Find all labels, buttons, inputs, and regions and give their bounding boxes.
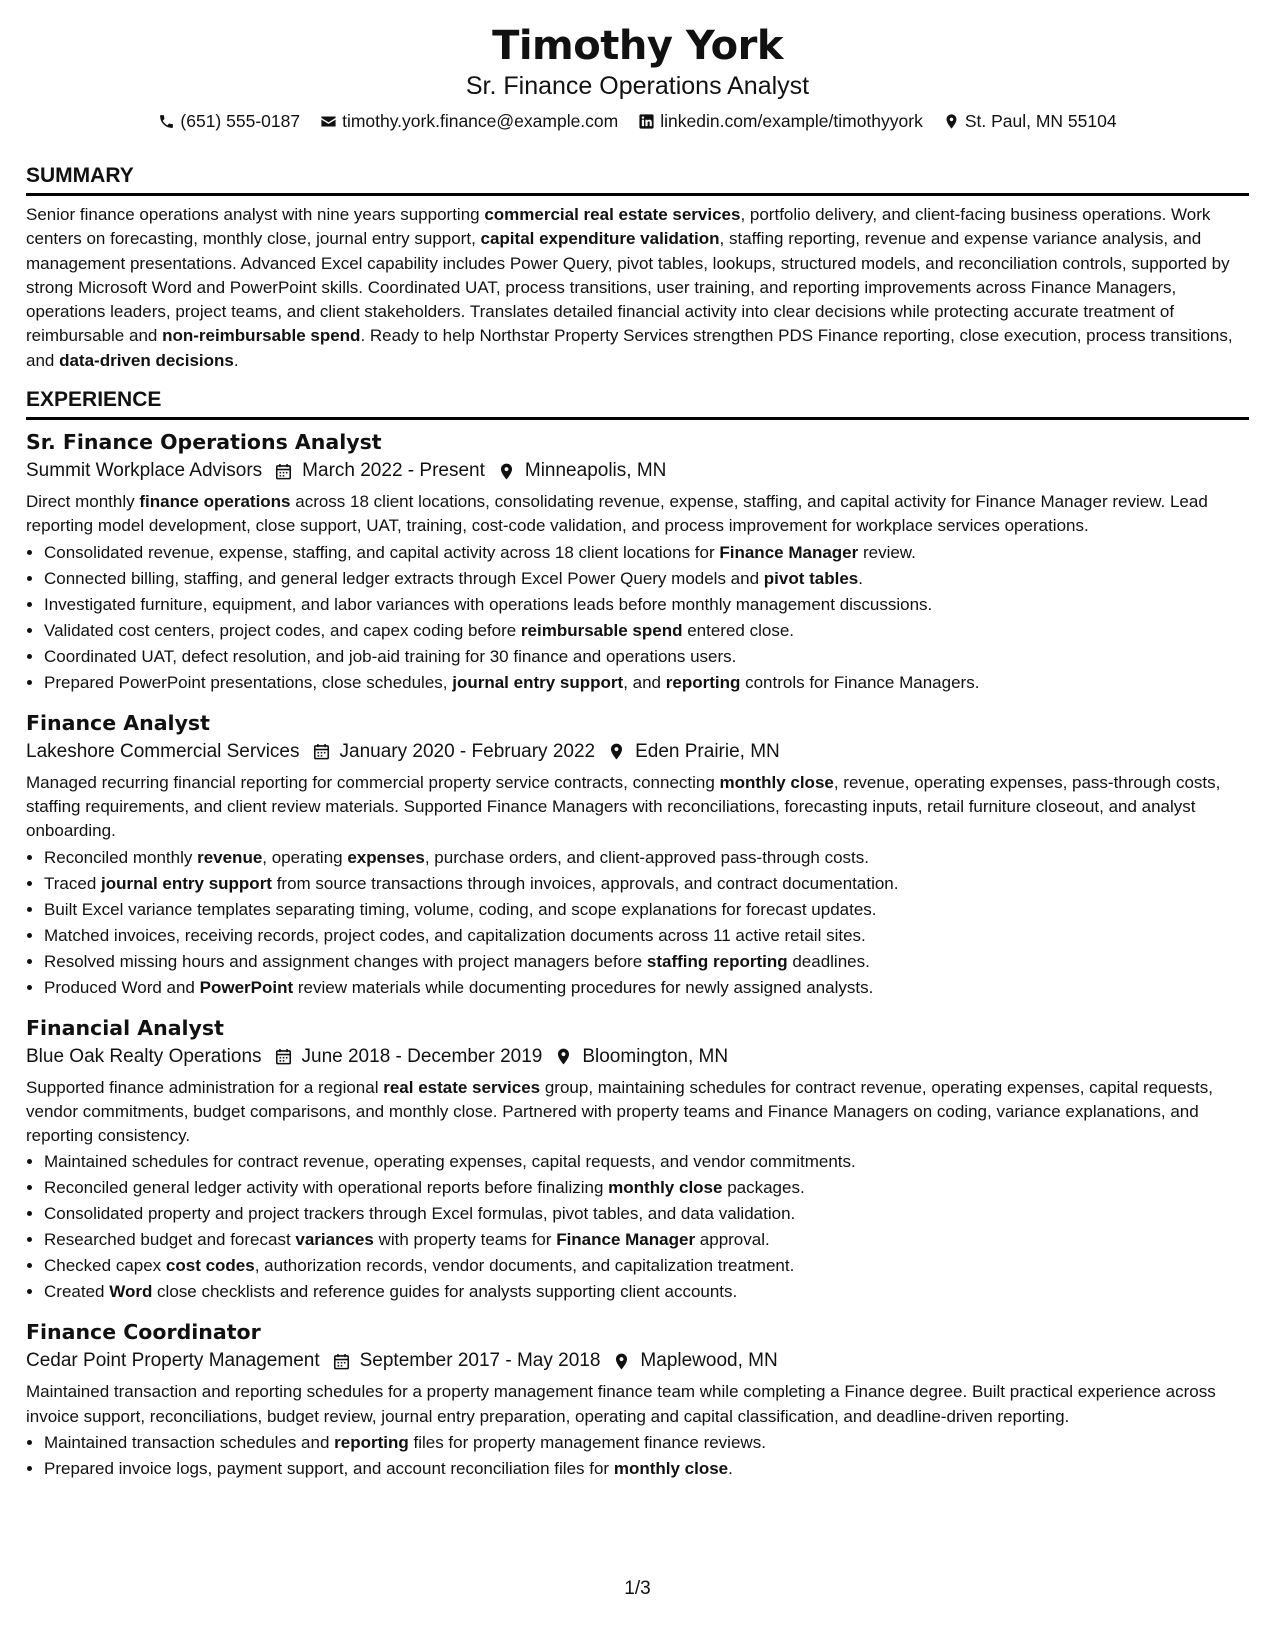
job-bullets <box>26 845 1249 1001</box>
text-run: Built Excel variance templates separating timing, volume, coding, and scope explanations for forecast updates. <box>44 899 877 919</box>
text-run: Maintained schedules for contract revenue, operating expenses, capital requests, and vendor commitments. <box>44 1152 856 1172</box>
text-run: , purchase orders, and client-approved pass-through costs. <box>424 847 869 867</box>
bullet-item <box>44 1430 1249 1456</box>
summary-text <box>26 203 1249 373</box>
text-run: Reconciled monthly <box>44 847 198 867</box>
text-run: controls for Finance Managers. <box>740 672 980 692</box>
company-name: Summit Workplace Advisors <box>26 460 263 482</box>
text-run: Consolidated property and project trackers through Excel formulas, pivot tables, and data validation. <box>44 1204 796 1224</box>
contact-bar <box>26 109 1249 133</box>
bullet-item <box>44 975 1249 1001</box>
job-description <box>26 1380 1249 1429</box>
emphasized-text: variances <box>295 1230 374 1250</box>
emphasized-text: journal entry support <box>101 873 272 893</box>
text-run: close checklists and reference guides for analysts supporting client accounts. <box>152 1282 738 1302</box>
text-run: with property teams for <box>373 1230 557 1250</box>
text-run: Validated cost centers, project codes, and capex coding before <box>44 620 521 640</box>
text-run: Traced <box>44 873 102 893</box>
emphasized-text: monthly close <box>613 1459 729 1479</box>
text-run: packages. <box>722 1178 805 1198</box>
job-bullets <box>26 1149 1249 1305</box>
company-name: Cedar Point Property Management <box>26 1350 320 1372</box>
job-description <box>26 1076 1249 1149</box>
emphasized-text: commercial real estate services <box>484 205 741 224</box>
job-meta <box>26 737 1249 767</box>
emphasized-text: monthly close <box>608 1178 723 1198</box>
contact-location-text: St. Paul, MN 55104 <box>964 111 1117 131</box>
emphasized-text: monthly close <box>719 772 834 792</box>
job-description <box>26 771 1249 844</box>
bullet-item <box>44 949 1249 975</box>
contact-phone <box>158 109 300 133</box>
bullet-item <box>44 897 1249 923</box>
emphasized-text: finance operations <box>139 492 291 512</box>
map-marker-icon <box>485 462 525 481</box>
emphasized-text: staffing reporting <box>646 951 788 971</box>
emphasized-text: cost codes <box>165 1256 255 1276</box>
job-bullets <box>26 1430 1249 1482</box>
emphasized-text: capital expenditure validation <box>480 229 720 249</box>
text-run: from source transactions through invoices, approvals, and contract documentation. <box>271 873 899 893</box>
bullet-item <box>44 1201 1249 1227</box>
emphasized-text: reporting <box>334 1433 409 1453</box>
job-dates: June 2018 - December 2019 <box>301 1045 543 1067</box>
job-description <box>26 490 1249 539</box>
job-title: Financial Analyst <box>26 1015 224 1040</box>
emphasized-text: journal entry support <box>452 672 624 692</box>
emphasized-text: reporting <box>665 672 741 692</box>
job-dates: January 2020 - February 2022 <box>339 740 596 762</box>
text-run: Direct monthly <box>26 492 140 512</box>
text-run: review materials while documenting procedures for newly assigned analysts. <box>293 977 874 997</box>
map-marker-icon <box>600 1352 640 1371</box>
job-title: Finance Coordinator <box>26 1320 261 1345</box>
text-run: Coordinated UAT, defect resolution, and job-aid training for 30 finance and operations users. <box>44 646 737 666</box>
text-run: Connected billing, staffing, and general ledger extracts through Excel Power Query models and <box>44 568 764 588</box>
calendar-icon <box>262 1047 302 1066</box>
experience-list <box>26 428 1249 1482</box>
emphasized-text: PowerPoint <box>199 977 294 997</box>
job-title: Finance Analyst <box>26 710 210 735</box>
emphasized-text: Word <box>109 1282 153 1302</box>
text-run: group, maintaining schedules for contract revenue, operating expenses, capital requests, vendor commitments, budget comparisons, and monthly close. Partnered with property teams and Finance Managers on coding, variance explanations, and reporting consistency. <box>26 1077 1213 1146</box>
job-entry <box>26 709 1249 1001</box>
map-marker-icon <box>943 113 960 130</box>
job-dates: September 2017 - May 2018 <box>359 1350 601 1372</box>
emphasized-text: reimbursable spend <box>520 620 683 640</box>
bullet-item <box>44 923 1249 949</box>
text-run: , operating <box>262 847 348 867</box>
calendar-icon <box>262 462 302 481</box>
text-run: approval. <box>695 1230 770 1250</box>
text-run: Maintained transaction and reporting schedules for a property management finance team while completing a Finance degree. Built practical experience across invoice support, reconciliations, budget review, journal entry preparation, operating and capital classification, and deadline-driven reporting. <box>26 1382 1216 1426</box>
text-run: entered close. <box>682 620 794 640</box>
map-marker-icon <box>542 1047 582 1066</box>
text-run: Prepared PowerPoint presentations, close schedules, <box>44 672 453 692</box>
bullet-item <box>44 1253 1249 1279</box>
bullet-item <box>44 592 1249 618</box>
job-dates: March 2022 - Present <box>302 460 485 482</box>
company-name: Blue Oak Realty Operations <box>26 1045 262 1067</box>
text-run: Supported finance administration for a regional <box>26 1077 384 1097</box>
text-run: Consolidated revenue, expense, staffing, and capital activity across 18 client locations for <box>44 542 720 562</box>
calendar-icon <box>320 1352 360 1371</box>
bullet-item <box>44 644 1249 670</box>
bullet-item <box>44 566 1249 592</box>
text-run: Managed recurring financial reporting for commercial property service contracts, connecting <box>26 772 720 792</box>
bullet-item <box>44 1456 1249 1482</box>
job-entry <box>26 1318 1249 1482</box>
text-run: . Ready to help Northstar Property Services strengthen PDS Finance reporting, close execution, process transitions, and <box>26 326 1233 370</box>
resume-page <box>26 22 1249 1482</box>
bullet-item <box>44 1227 1249 1253</box>
bullet-item <box>44 618 1249 644</box>
text-run: files for property management finance reviews. <box>408 1433 766 1453</box>
summary-heading: SUMMARY <box>26 163 1249 196</box>
experience-heading: EXPERIENCE <box>26 387 1249 420</box>
envelope-icon <box>320 113 337 130</box>
candidate-headline: Sr. Finance Operations Analyst <box>465 72 810 100</box>
text-run: deadlines. <box>787 951 870 971</box>
job-title: Sr. Finance Operations Analyst <box>26 430 382 455</box>
job-meta <box>26 1346 1249 1376</box>
page-number: 1/3 <box>624 1578 651 1599</box>
linkedin-icon <box>638 113 655 130</box>
job-entry <box>26 428 1249 696</box>
job-meta <box>26 456 1249 486</box>
job-location: Eden Prairie, MN <box>635 740 780 762</box>
text-run: , and <box>623 672 666 692</box>
text-run: Maintained transaction schedules and <box>44 1433 335 1453</box>
text-run: . <box>233 350 239 370</box>
job-location: Bloomington, MN <box>582 1045 729 1067</box>
job-meta <box>26 1042 1249 1072</box>
text-run: . <box>728 1459 733 1479</box>
bullet-item <box>44 871 1249 897</box>
contact-phone-text[interactable]: (651) 555-0187 <box>180 111 301 131</box>
emphasized-text: Finance Manager <box>556 1230 696 1250</box>
text-run: Resolved missing hours and assignment changes with project managers before <box>44 951 647 971</box>
bullet-item <box>44 1175 1249 1201</box>
text-run: Produced Word and <box>44 977 200 997</box>
text-run: Reconciled general ledger activity with operational reports before finalizing <box>44 1178 609 1198</box>
emphasized-text: data-driven decisions <box>59 350 234 370</box>
contact-email <box>320 109 618 133</box>
candidate-name: Timothy York <box>492 23 783 69</box>
job-bullets <box>26 540 1249 696</box>
emphasized-text: expenses <box>347 847 425 867</box>
emphasized-text: non-reimbursable spend <box>162 326 361 346</box>
text-run: , authorization records, vendor documents, and capitalization treatment. <box>254 1256 795 1276</box>
emphasized-text: Finance Manager <box>719 542 859 562</box>
job-entry <box>26 1014 1249 1306</box>
bullet-item <box>44 670 1249 696</box>
text-run: . <box>858 568 863 588</box>
text-run: across 18 client locations, consolidating revenue, expense, staffing, and capital activity for Finance Manager review. Lead reporting model development, close support, UAT, training, cost-code validation, and process improvement for workplace services operations. <box>26 492 1208 536</box>
text-run: Prepared invoice logs, payment support, and account reconciliation files for <box>44 1459 614 1479</box>
text-run: Senior finance operations analyst with nine years supporting <box>26 205 485 224</box>
text-run: review. <box>858 542 916 562</box>
text-run: Matched invoices, receiving records, project codes, and capitalization documents across 11 active retail sites. <box>44 925 866 945</box>
emphasized-text: revenue <box>197 847 263 867</box>
text-run: , revenue, operating expenses, pass-through costs, staffing requirements, and client review materials. Supported Finance Managers with reconciliations, forecasting inputs, retail furniture closeout, and analyst onboarding. <box>26 772 1221 841</box>
text-run: , staffing reporting, revenue and expense variance analysis, and management presentations. Advanced Excel capability includes Power Query, pivot tables, lookups, structured models, and reconciliation controls, supported by strong Microsoft Word and PowerPoint skills. Coordinated UAT, process transitions, user training, and reporting improvements across Finance Managers, operations leaders, project teams, and client stakeholders. Translates detailed financial activity into clear decisions while protecting accurate treatment of reimbursable and <box>26 229 1230 346</box>
text-run: Researched budget and forecast <box>44 1230 296 1250</box>
emphasized-text: real estate services <box>383 1077 541 1097</box>
text-run: , portfolio delivery, and client-facing business operations. Work centers on forecasting, monthly close, journal entry support, <box>26 205 1211 249</box>
contact-location <box>943 109 1117 133</box>
text-run: Created <box>44 1282 110 1302</box>
contact-linkedin <box>638 109 923 133</box>
job-location: Minneapolis, MN <box>524 460 667 482</box>
contact-linkedin-text[interactable]: linkedin.com/example/timothyyork <box>660 111 923 131</box>
text-run: Investigated furniture, equipment, and labor variances with operations leads before monthly management discussions. <box>44 594 933 614</box>
calendar-icon <box>300 742 340 761</box>
bullet-item <box>44 1279 1249 1305</box>
bullet-item <box>44 1149 1249 1175</box>
contact-email-text[interactable]: timothy.york.finance@example.com <box>342 111 619 131</box>
map-marker-icon <box>595 742 635 761</box>
company-name: Lakeshore Commercial Services <box>26 740 300 762</box>
text-run: Checked capex <box>44 1256 166 1276</box>
emphasized-text: pivot tables <box>763 568 859 588</box>
bullet-item <box>44 845 1249 871</box>
bullet-item <box>44 540 1249 566</box>
phone-icon <box>158 113 175 130</box>
job-location: Maplewood, MN <box>640 1350 778 1372</box>
